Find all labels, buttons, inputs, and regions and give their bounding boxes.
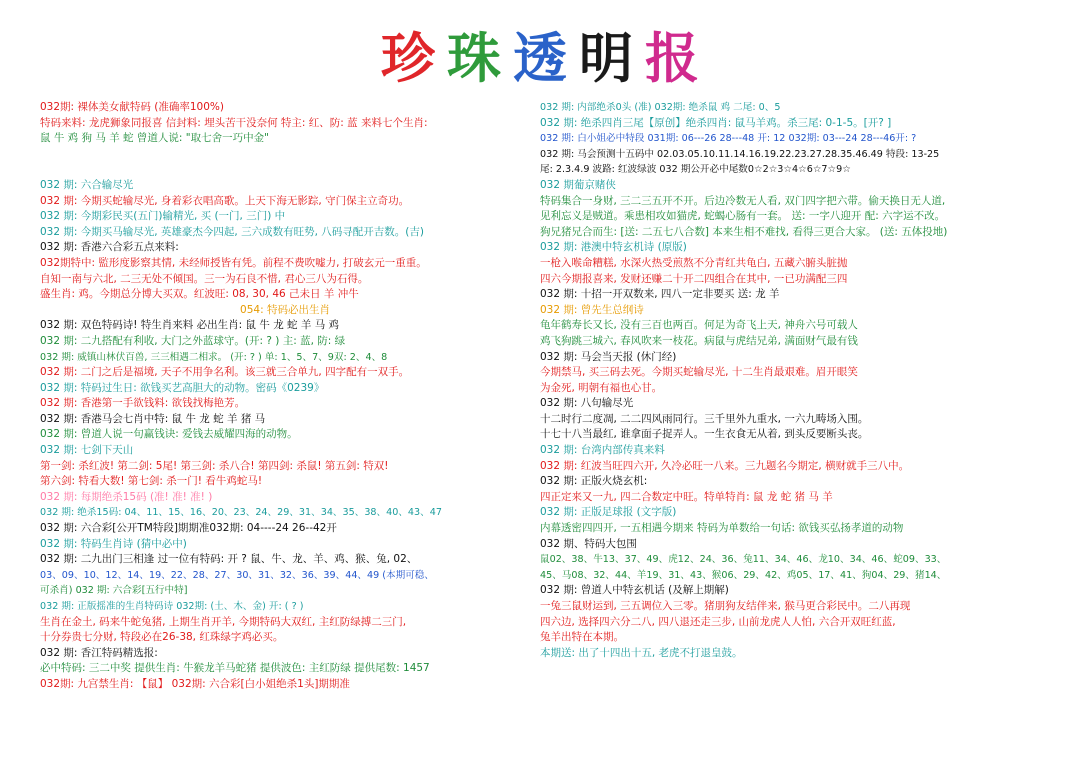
text-line: 032 期: 二九搭配有利收, 大门之外蓝球守。(开: ? ) 主: 蓝, 防: 绿 — [40, 334, 346, 347]
text-line: 特码来料: 龙虎狮象同报喜 信封料: 埋头苦干没奈何 特主: 红、防: 蓝 来料七个生肖: — [40, 116, 428, 129]
text-line: 内幕透密四四开, 一五相遇今期来 特码为单数给一句话: 欲钱买弘扬孝道的动物 — [540, 522, 904, 535]
text-line: 自知一南与六北, 二三无处不倾国。三一为石良不惜, 君心三八为石得。 — [40, 272, 369, 285]
text-line: 可杀肖) 032 期: 六合彩[五行中特] — [40, 585, 188, 597]
text-line: 032 期: 白小姐必中特段 031期: 06---26 28---48 开: 12 032期: 03---24 28---46开: ? — [540, 133, 917, 145]
text-line: 032 期: 二门之后是福境, 天子不用争名利。该三就三合单九, 四字配有一双手。 — [40, 366, 410, 379]
text-line: 十二时行二度凋, 二二四风雨同行。三千里外九重水, 一六九畴场入围。 — [540, 412, 869, 425]
text-line: 032 期: 香江特码精选报: — [40, 646, 158, 659]
text-line: 第一剑: 杀红波! 第二剑: 5尾! 第三剑: 杀八合! 第四剑: 杀鼠! 第五剑: 特双! — [40, 459, 389, 472]
text-line: 032 期: 港澳中特玄机诗 (原版) — [540, 241, 687, 254]
title-char: 珠 — [447, 26, 501, 90]
text-line: 032 期: 八句输尽光 — [540, 397, 634, 410]
text-line: 032 期: 台湾内部传真来料 — [540, 444, 665, 457]
text-line: 第六剑: 特看大数! 第七剑: 杀一门! 看牛鸡蛇马! — [40, 475, 263, 488]
text-line: 四六今期报喜来, 发财还赚二十开二四组合在其中, 一已功满配三四 — [540, 272, 848, 285]
text-line: 032 期: 正版足球报 (文字版) — [540, 506, 677, 519]
text-line: 鼠02、38、牛13、37、49、虎12、24、36、兔11、34、46、龙10、34、46、蛇09、33、 — [540, 554, 947, 566]
text-line: 032 期: 内部绝杀0头 (准) 032期: 绝杀鼠 鸡 二尾: 0、5 — [540, 102, 781, 113]
newspaper-title — [0, 16, 1080, 90]
text-line: 032 期: 威镇山林伏百兽, 三三相遇二相求。 (开: ? ) 单: 1、5、7、9双: 2、4、8 — [40, 351, 388, 363]
text-line: 鼠 牛 鸡 狗 马 羊 蛇 曾道人说: "取七舍一巧中金" — [40, 132, 269, 145]
text-line: 054: 特码必出生肖 — [240, 303, 330, 316]
text-line: 四正定来又一九, 四二合数定中旺。特单特肖: 鼠 龙 蛇 猪 马 羊 — [540, 490, 833, 503]
text-line: 032期特中: 監形度影察其情, 未经师授皆有凭。前程不费吹嘘力, 打破玄元一重重。 — [40, 256, 427, 269]
text-line: 为金死, 明朝有福也心甘。 — [540, 381, 663, 394]
text-line: 032 期: 曾先生总纲诗 — [540, 303, 644, 316]
text-line: 032 期: 特码生肖诗 (猜中必中) — [40, 537, 187, 550]
text-line: 兔羊出特在本期。 — [540, 631, 624, 644]
spacer — [40, 147, 530, 163]
text-line: 032 期: 马会预测十五码中 02.03.05.10.11.14.16.19.22.23.27.28.35.46.49 特段: 13-25 — [540, 148, 940, 160]
text-line: 032 期: 今期彩民买(五门)输精光, 买 (一门, 三门) 中 — [40, 210, 286, 223]
text-line: 032 期: 六合输尽光 — [40, 178, 134, 191]
right-column — [540, 100, 1040, 661]
text-line: 尾: 2.3.4.9 波路: 红波绿波 032 期公开必中尾数0☆2☆3☆4☆6☆7☆9☆ — [540, 164, 851, 176]
text-line: 032 期: 香港第一手欲钱料: 欲钱找梅艳芳。 — [40, 397, 246, 410]
text-line: 032 期: 七剑下天山 — [40, 444, 134, 457]
text-line: 一兔三鼠财运到, 三五调位入三零。猪朋狗友结伴来, 猴马更合彩民中。二八再现 — [540, 600, 911, 612]
text-line: 032 期: 绝杀15码: 04、11、15、16、20、23、24、29、31、34、35、38、40、43、47 — [40, 507, 442, 519]
title-char: 珍 — [381, 26, 435, 90]
text-line: 032 期葡京赌侠 — [540, 178, 616, 191]
text-line: 今期禁马, 买三码去死。今期买蛇输尽光, 十二生肖最艰难。眉开眼笑 — [540, 366, 858, 379]
text-line: 一枪入喉命糟糕, 水深火热受煎熬不分青红共龟白, 五藏六腑头脏抛 — [540, 256, 848, 269]
text-line: 盛生肖: 鸡。今期总分博大买双。红波旺: 08, 30, 46 己未日 羊 冲牛 — [40, 288, 359, 301]
text-line: 032 期、特码大包围 — [540, 537, 637, 550]
text-line: 十分券贵七分财, 特段必在26-38, 红珠绿字鸡必买。 — [40, 631, 284, 644]
title-char: 明 — [579, 26, 633, 90]
text-line: 032 期: 十招一开双数来, 四八一定非要买 送: 龙 羊 — [540, 288, 780, 301]
text-line: 十七十八当最红, 谁拿面子捉弄人。一生衣食无从着, 到头反要断头丧。 — [540, 428, 869, 441]
text-line: 必中特码: 三二中奖 提供生肖: 牛猴龙羊马蛇猪 提供波色: 主红防绿 提供尾数: 1457 — [40, 662, 430, 675]
text-line: 鸡飞狗跳三城六, 春风吹来一枝花。病鼠与虎结兄弟, 满面财气最有钱 — [540, 334, 858, 347]
text-line: 032 期: 马会当天报 (休门经) — [540, 350, 677, 363]
left-column — [40, 100, 530, 693]
text-line: 032 期: 绝杀四肖三尾【原创】绝杀四肖: 鼠马羊鸡。杀三尾: 0-1-5。[开? ] — [540, 116, 892, 129]
text-line: 032 期: 曾道人中特玄机话 (及解上期解) — [540, 584, 729, 597]
text-line: 032期: 裸体美女献特码 (准确率100%) — [40, 101, 224, 113]
text-line: 本期送: 出了十四出十五, 老虎不打退皇鼓。 — [540, 646, 743, 659]
text-line: 032 期: 正版火烧玄机: — [540, 475, 648, 488]
text-line: 见利忘义是贼道。乘患相攻如猫虎, 蛇蝎心肠有一套。 送: 一字八迎开 配: 六字运不改。 — [540, 210, 946, 223]
text-line: 032 期: 特码过生日: 欲钱买艺高胆大的动物。密码《0239》 — [40, 381, 325, 394]
text-line: 032 期: 曾道人说一句赢钱诀: 爱钱去威耀四海的动物。 — [40, 428, 298, 441]
text-line: 03、09、10、12、14、19、22、28、27、30、31、32、36、39、44、49 (本期可稳、 — [40, 569, 434, 581]
text-line: 032 期: 六合彩[公开TM特段]期期准032期: 04----24 26--42开 — [40, 522, 337, 535]
text-line: 狗兄猪兄合而生: [送: 二五七八合数] 本来生相不难找, 看得三更合大家。 (送: 五体投地) — [540, 225, 948, 238]
title-char: 报 — [645, 26, 699, 90]
text-line: 生肖在金土, 码来牛蛇兔猪, 上期生肖开羊, 今期特码大双红, 主红防绿搏二三门, — [40, 615, 407, 628]
spacer — [40, 162, 530, 178]
text-line: 032 期: 每期绝杀15码 (准! 准! 准! ) — [40, 490, 213, 503]
text-line: 032 期: 红波当旺四六开, 久冷必旺一八来。三九题名今期定, 横财就手三八中。 — [540, 459, 910, 472]
text-line: 特码集合一身财, 三二三五开不开。后边冷数无人看, 双门四字把六带。偷天换日无人道, — [540, 194, 946, 207]
text-line: 032 期: 今期买蛇输尽光, 身着彩衣唱高歌。上天下海无影踪, 守门保主立奇功。 — [40, 194, 410, 207]
text-line: 032期: 九宫禁生肖: 【鼠】 032期: 六合彩[白小姐绝杀1头]期期准 — [40, 677, 350, 690]
text-line: 032 期: 双色特码诗! 特生肖来料 必出生肖: 鼠 牛 龙 蛇 羊 马 鸡 — [40, 319, 340, 332]
text-line: 032 期: 正版摇准的生肖特码诗 032期: (土、木、金) 开: ( ? ) — [40, 601, 304, 612]
text-line: 四六边, 选择四六分二八, 四八退还走三步, 山前龙虎人人怕, 六合开双旺红蓝, — [540, 615, 896, 628]
text-line: 032 期: 二九出门三相逢 过一位有特码: 开 ? 鼠、牛、龙、羊、鸡、猴、兔, 02、 — [40, 553, 418, 566]
text-line: 45、马08、32、44、羊19、31、43、猴06、29、42、鸡05、17、41、狗04、29、猪14、 — [540, 569, 947, 581]
title-char: 透 — [513, 26, 567, 90]
text-line: 龟年鹤寿长又长, 没有三百也两百。何足为奇飞上天, 神舟六号可载人 — [540, 319, 858, 332]
text-line: 032 期: 香港马会七肖中特: 鼠 牛 龙 蛇 羊 猪 马 — [40, 412, 266, 425]
text-line: 032 期: 今期买马输尽光, 英雄豪杰今四起, 三六成数有旺势, 八码寻配开吉数。(吉) — [40, 225, 424, 238]
text-line: 032 期: 香港六合彩五点来料: — [40, 241, 179, 254]
